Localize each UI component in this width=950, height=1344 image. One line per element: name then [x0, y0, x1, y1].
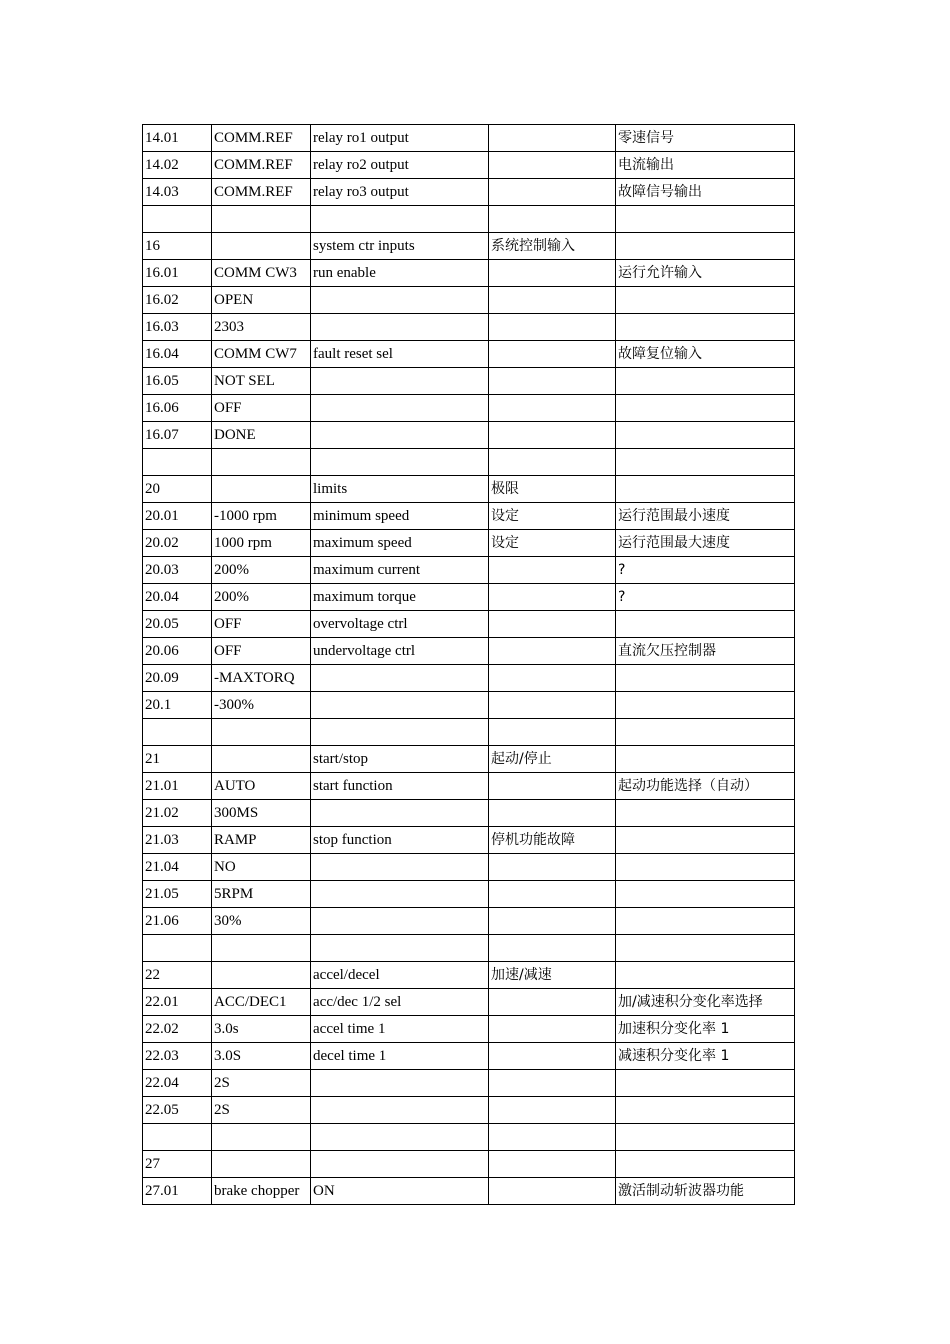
param-value-cell: -MAXTORQ [212, 665, 311, 692]
group-desc-cell [489, 422, 616, 449]
param-code-cell: 22.05 [143, 1097, 212, 1124]
group-desc-cell: 设定 [489, 503, 616, 530]
remark-cell [616, 1151, 795, 1178]
table-row [143, 260, 795, 287]
remark-cell: 故障信号输出 [616, 179, 795, 206]
param-name-cell: relay ro1 output [311, 125, 489, 152]
group-desc-cell [489, 152, 616, 179]
remark-cell [616, 476, 795, 503]
remark-cell [616, 1097, 795, 1124]
param-name-cell [311, 395, 489, 422]
group-desc-cell [489, 179, 616, 206]
param-value-cell: brake chopper [212, 1178, 311, 1205]
param-code-cell: 20.06 [143, 638, 212, 665]
remark-cell [616, 1070, 795, 1097]
param-name-cell [311, 449, 489, 476]
param-code-cell: 22.02 [143, 1016, 212, 1043]
param-value-cell [212, 935, 311, 962]
param-code-cell: 21.03 [143, 827, 212, 854]
param-name-cell: ON [311, 1178, 489, 1205]
group-desc-cell [489, 611, 616, 638]
remark-cell: 零速信号 [616, 125, 795, 152]
param-name-cell: accel time 1 [311, 1016, 489, 1043]
param-code-cell: 16.03 [143, 314, 212, 341]
param-value-cell: -300% [212, 692, 311, 719]
table-row [143, 422, 795, 449]
group-desc-cell: 极限 [489, 476, 616, 503]
param-code-cell: 27.01 [143, 1178, 212, 1205]
table-row [143, 611, 795, 638]
remark-cell: 运行允许输入 [616, 260, 795, 287]
table-row [143, 503, 795, 530]
table-row [143, 1070, 795, 1097]
group-desc-cell [489, 692, 616, 719]
param-code-cell [143, 206, 212, 233]
param-name-cell [311, 935, 489, 962]
table-row [143, 854, 795, 881]
param-name-cell [311, 908, 489, 935]
param-code-cell: 20.01 [143, 503, 212, 530]
table-row [143, 341, 795, 368]
param-code-cell: 22 [143, 962, 212, 989]
group-desc-cell [489, 908, 616, 935]
param-code-cell: 21.02 [143, 800, 212, 827]
remark-cell [616, 827, 795, 854]
group-desc-cell [489, 1016, 616, 1043]
param-value-cell: COMM.REF [212, 125, 311, 152]
group-desc-cell [489, 719, 616, 746]
param-value-cell: 300MS [212, 800, 311, 827]
param-value-cell [212, 476, 311, 503]
param-code-cell: 21.06 [143, 908, 212, 935]
group-desc-cell [489, 368, 616, 395]
param-value-cell [212, 206, 311, 233]
param-name-cell: maximum torque [311, 584, 489, 611]
param-code-cell: 20.02 [143, 530, 212, 557]
table-row [143, 773, 795, 800]
remark-cell: ? [616, 557, 795, 584]
remark-cell [616, 233, 795, 260]
table-row [143, 530, 795, 557]
param-value-cell: COMM CW3 [212, 260, 311, 287]
group-desc-cell [489, 665, 616, 692]
param-name-cell [311, 314, 489, 341]
table-row [143, 719, 795, 746]
param-value-cell: ACC/DEC1 [212, 989, 311, 1016]
remark-cell [616, 935, 795, 962]
parameter-table-body [143, 125, 795, 1205]
param-name-cell: fault reset sel [311, 341, 489, 368]
table-row [143, 1151, 795, 1178]
param-value-cell: 3.0S [212, 1043, 311, 1070]
remark-cell [616, 881, 795, 908]
group-desc-cell: 设定 [489, 530, 616, 557]
param-code-cell: 22.01 [143, 989, 212, 1016]
param-name-cell [311, 881, 489, 908]
table-row [143, 989, 795, 1016]
param-value-cell: 2S [212, 1097, 311, 1124]
param-name-cell [311, 719, 489, 746]
param-name-cell [311, 206, 489, 233]
table-row [143, 206, 795, 233]
table-row [143, 1016, 795, 1043]
remark-cell [616, 611, 795, 638]
param-value-cell [212, 233, 311, 260]
param-name-cell: undervoltage ctrl [311, 638, 489, 665]
remark-cell [616, 665, 795, 692]
group-desc-cell [489, 287, 616, 314]
group-desc-cell [489, 341, 616, 368]
param-code-cell: 21.04 [143, 854, 212, 881]
group-desc-cell: 停机功能故障 [489, 827, 616, 854]
param-name-cell [311, 368, 489, 395]
remark-cell: 运行范围最大速度 [616, 530, 795, 557]
param-value-cell: RAMP [212, 827, 311, 854]
remark-cell: 直流欠压控制器 [616, 638, 795, 665]
param-value-cell [212, 962, 311, 989]
param-name-cell: start function [311, 773, 489, 800]
param-name-cell [311, 1097, 489, 1124]
group-desc-cell [489, 557, 616, 584]
param-code-cell: 16.07 [143, 422, 212, 449]
table-row [143, 152, 795, 179]
table-row [143, 584, 795, 611]
table-row [143, 557, 795, 584]
param-value-cell [212, 1151, 311, 1178]
group-desc-cell [489, 1097, 616, 1124]
param-name-cell: decel time 1 [311, 1043, 489, 1070]
param-value-cell [212, 746, 311, 773]
param-value-cell: 200% [212, 557, 311, 584]
remark-cell [616, 719, 795, 746]
param-value-cell: OFF [212, 395, 311, 422]
param-value-cell [212, 719, 311, 746]
group-desc-cell [489, 1151, 616, 1178]
param-code-cell [143, 449, 212, 476]
group-desc-cell [489, 800, 616, 827]
table-row [143, 368, 795, 395]
table-row [143, 665, 795, 692]
table-row [143, 692, 795, 719]
group-desc-cell [489, 260, 616, 287]
param-name-cell [311, 1151, 489, 1178]
table-row [143, 233, 795, 260]
table-row [143, 962, 795, 989]
param-code-cell: 16.01 [143, 260, 212, 287]
remark-cell [616, 395, 795, 422]
group-desc-cell: 加速/减速 [489, 962, 616, 989]
group-desc-cell: 系统控制输入 [489, 233, 616, 260]
param-name-cell: stop function [311, 827, 489, 854]
group-desc-cell [489, 854, 616, 881]
param-value-cell: 3.0s [212, 1016, 311, 1043]
group-desc-cell [489, 1070, 616, 1097]
param-value-cell [212, 449, 311, 476]
param-name-cell [311, 854, 489, 881]
group-desc-cell [489, 773, 616, 800]
param-code-cell: 14.01 [143, 125, 212, 152]
remark-cell [616, 314, 795, 341]
table-row [143, 1043, 795, 1070]
param-name-cell [311, 1124, 489, 1151]
table-row [143, 1124, 795, 1151]
param-name-cell: maximum speed [311, 530, 489, 557]
param-name-cell [311, 1070, 489, 1097]
param-value-cell: 1000 rpm [212, 530, 311, 557]
remark-cell: 减速积分变化率 1 [616, 1043, 795, 1070]
table-row [143, 827, 795, 854]
param-value-cell: 2303 [212, 314, 311, 341]
remark-cell [616, 422, 795, 449]
param-name-cell [311, 422, 489, 449]
table-row [143, 800, 795, 827]
param-name-cell [311, 692, 489, 719]
param-code-cell: 16 [143, 233, 212, 260]
group-desc-cell: 起动/停止 [489, 746, 616, 773]
remark-cell [616, 908, 795, 935]
remark-cell [616, 368, 795, 395]
param-name-cell [311, 287, 489, 314]
table-row [143, 935, 795, 962]
param-code-cell: 20.04 [143, 584, 212, 611]
param-code-cell: 16.02 [143, 287, 212, 314]
remark-cell [616, 287, 795, 314]
table-row [143, 476, 795, 503]
group-desc-cell [489, 314, 616, 341]
param-code-cell: 20.05 [143, 611, 212, 638]
remark-cell [616, 449, 795, 476]
table-row [143, 1178, 795, 1205]
table-row [143, 746, 795, 773]
param-code-cell: 20.03 [143, 557, 212, 584]
table-row [143, 287, 795, 314]
param-value-cell: -1000 rpm [212, 503, 311, 530]
param-name-cell: overvoltage ctrl [311, 611, 489, 638]
remark-cell: 起动功能选择（自动） [616, 773, 795, 800]
group-desc-cell [489, 1178, 616, 1205]
group-desc-cell [489, 638, 616, 665]
param-code-cell: 16.05 [143, 368, 212, 395]
param-name-cell: minimum speed [311, 503, 489, 530]
group-desc-cell [489, 935, 616, 962]
param-code-cell: 16.06 [143, 395, 212, 422]
param-value-cell: COMM.REF [212, 179, 311, 206]
param-name-cell: maximum current [311, 557, 489, 584]
param-name-cell [311, 800, 489, 827]
param-name-cell: relay ro3 output [311, 179, 489, 206]
param-code-cell [143, 1124, 212, 1151]
remark-cell [616, 692, 795, 719]
remark-cell: 激活制动斩波器功能 [616, 1178, 795, 1205]
remark-cell [616, 800, 795, 827]
param-code-cell [143, 935, 212, 962]
param-value-cell: COMM.REF [212, 152, 311, 179]
table-row [143, 449, 795, 476]
table-row [143, 638, 795, 665]
param-code-cell: 27 [143, 1151, 212, 1178]
remark-cell: 加/减速积分变化率选择 [616, 989, 795, 1016]
table-row [143, 881, 795, 908]
param-code-cell: 20.1 [143, 692, 212, 719]
group-desc-cell [489, 989, 616, 1016]
remark-cell [616, 746, 795, 773]
param-value-cell: OPEN [212, 287, 311, 314]
param-name-cell: accel/decel [311, 962, 489, 989]
group-desc-cell [489, 584, 616, 611]
param-value-cell: 200% [212, 584, 311, 611]
param-value-cell: OFF [212, 638, 311, 665]
param-code-cell: 14.03 [143, 179, 212, 206]
param-name-cell: relay ro2 output [311, 152, 489, 179]
param-value-cell: AUTO [212, 773, 311, 800]
remark-cell: 加速积分变化率 1 [616, 1016, 795, 1043]
param-value-cell: 2S [212, 1070, 311, 1097]
param-code-cell [143, 719, 212, 746]
param-code-cell: 21 [143, 746, 212, 773]
param-name-cell: limits [311, 476, 489, 503]
param-value-cell: 30% [212, 908, 311, 935]
param-name-cell: start/stop [311, 746, 489, 773]
group-desc-cell [489, 881, 616, 908]
table-row [143, 395, 795, 422]
table-row [143, 908, 795, 935]
param-name-cell: run enable [311, 260, 489, 287]
param-value-cell: NOT SEL [212, 368, 311, 395]
remark-cell [616, 1124, 795, 1151]
table-row [143, 125, 795, 152]
param-code-cell: 20.09 [143, 665, 212, 692]
remark-cell [616, 962, 795, 989]
group-desc-cell [489, 395, 616, 422]
remark-cell: ? [616, 584, 795, 611]
remark-cell [616, 854, 795, 881]
group-desc-cell [489, 206, 616, 233]
remark-cell: 故障复位输入 [616, 341, 795, 368]
param-code-cell: 14.02 [143, 152, 212, 179]
parameter-table [142, 124, 795, 1205]
remark-cell [616, 206, 795, 233]
param-code-cell: 16.04 [143, 341, 212, 368]
param-code-cell: 22.03 [143, 1043, 212, 1070]
param-value-cell: 5RPM [212, 881, 311, 908]
param-code-cell: 21.05 [143, 881, 212, 908]
param-value-cell: COMM CW7 [212, 341, 311, 368]
param-value-cell: DONE [212, 422, 311, 449]
table-row [143, 1097, 795, 1124]
table-row [143, 314, 795, 341]
param-value-cell [212, 1124, 311, 1151]
param-code-cell: 22.04 [143, 1070, 212, 1097]
param-code-cell: 20 [143, 476, 212, 503]
param-value-cell: OFF [212, 611, 311, 638]
remark-cell: 电流输出 [616, 152, 795, 179]
group-desc-cell [489, 449, 616, 476]
remark-cell: 运行范围最小速度 [616, 503, 795, 530]
param-code-cell: 21.01 [143, 773, 212, 800]
group-desc-cell [489, 1043, 616, 1070]
group-desc-cell [489, 125, 616, 152]
table-row [143, 179, 795, 206]
param-name-cell [311, 665, 489, 692]
param-value-cell: NO [212, 854, 311, 881]
param-name-cell: acc/dec 1/2 sel [311, 989, 489, 1016]
param-name-cell: system ctr inputs [311, 233, 489, 260]
group-desc-cell [489, 1124, 616, 1151]
